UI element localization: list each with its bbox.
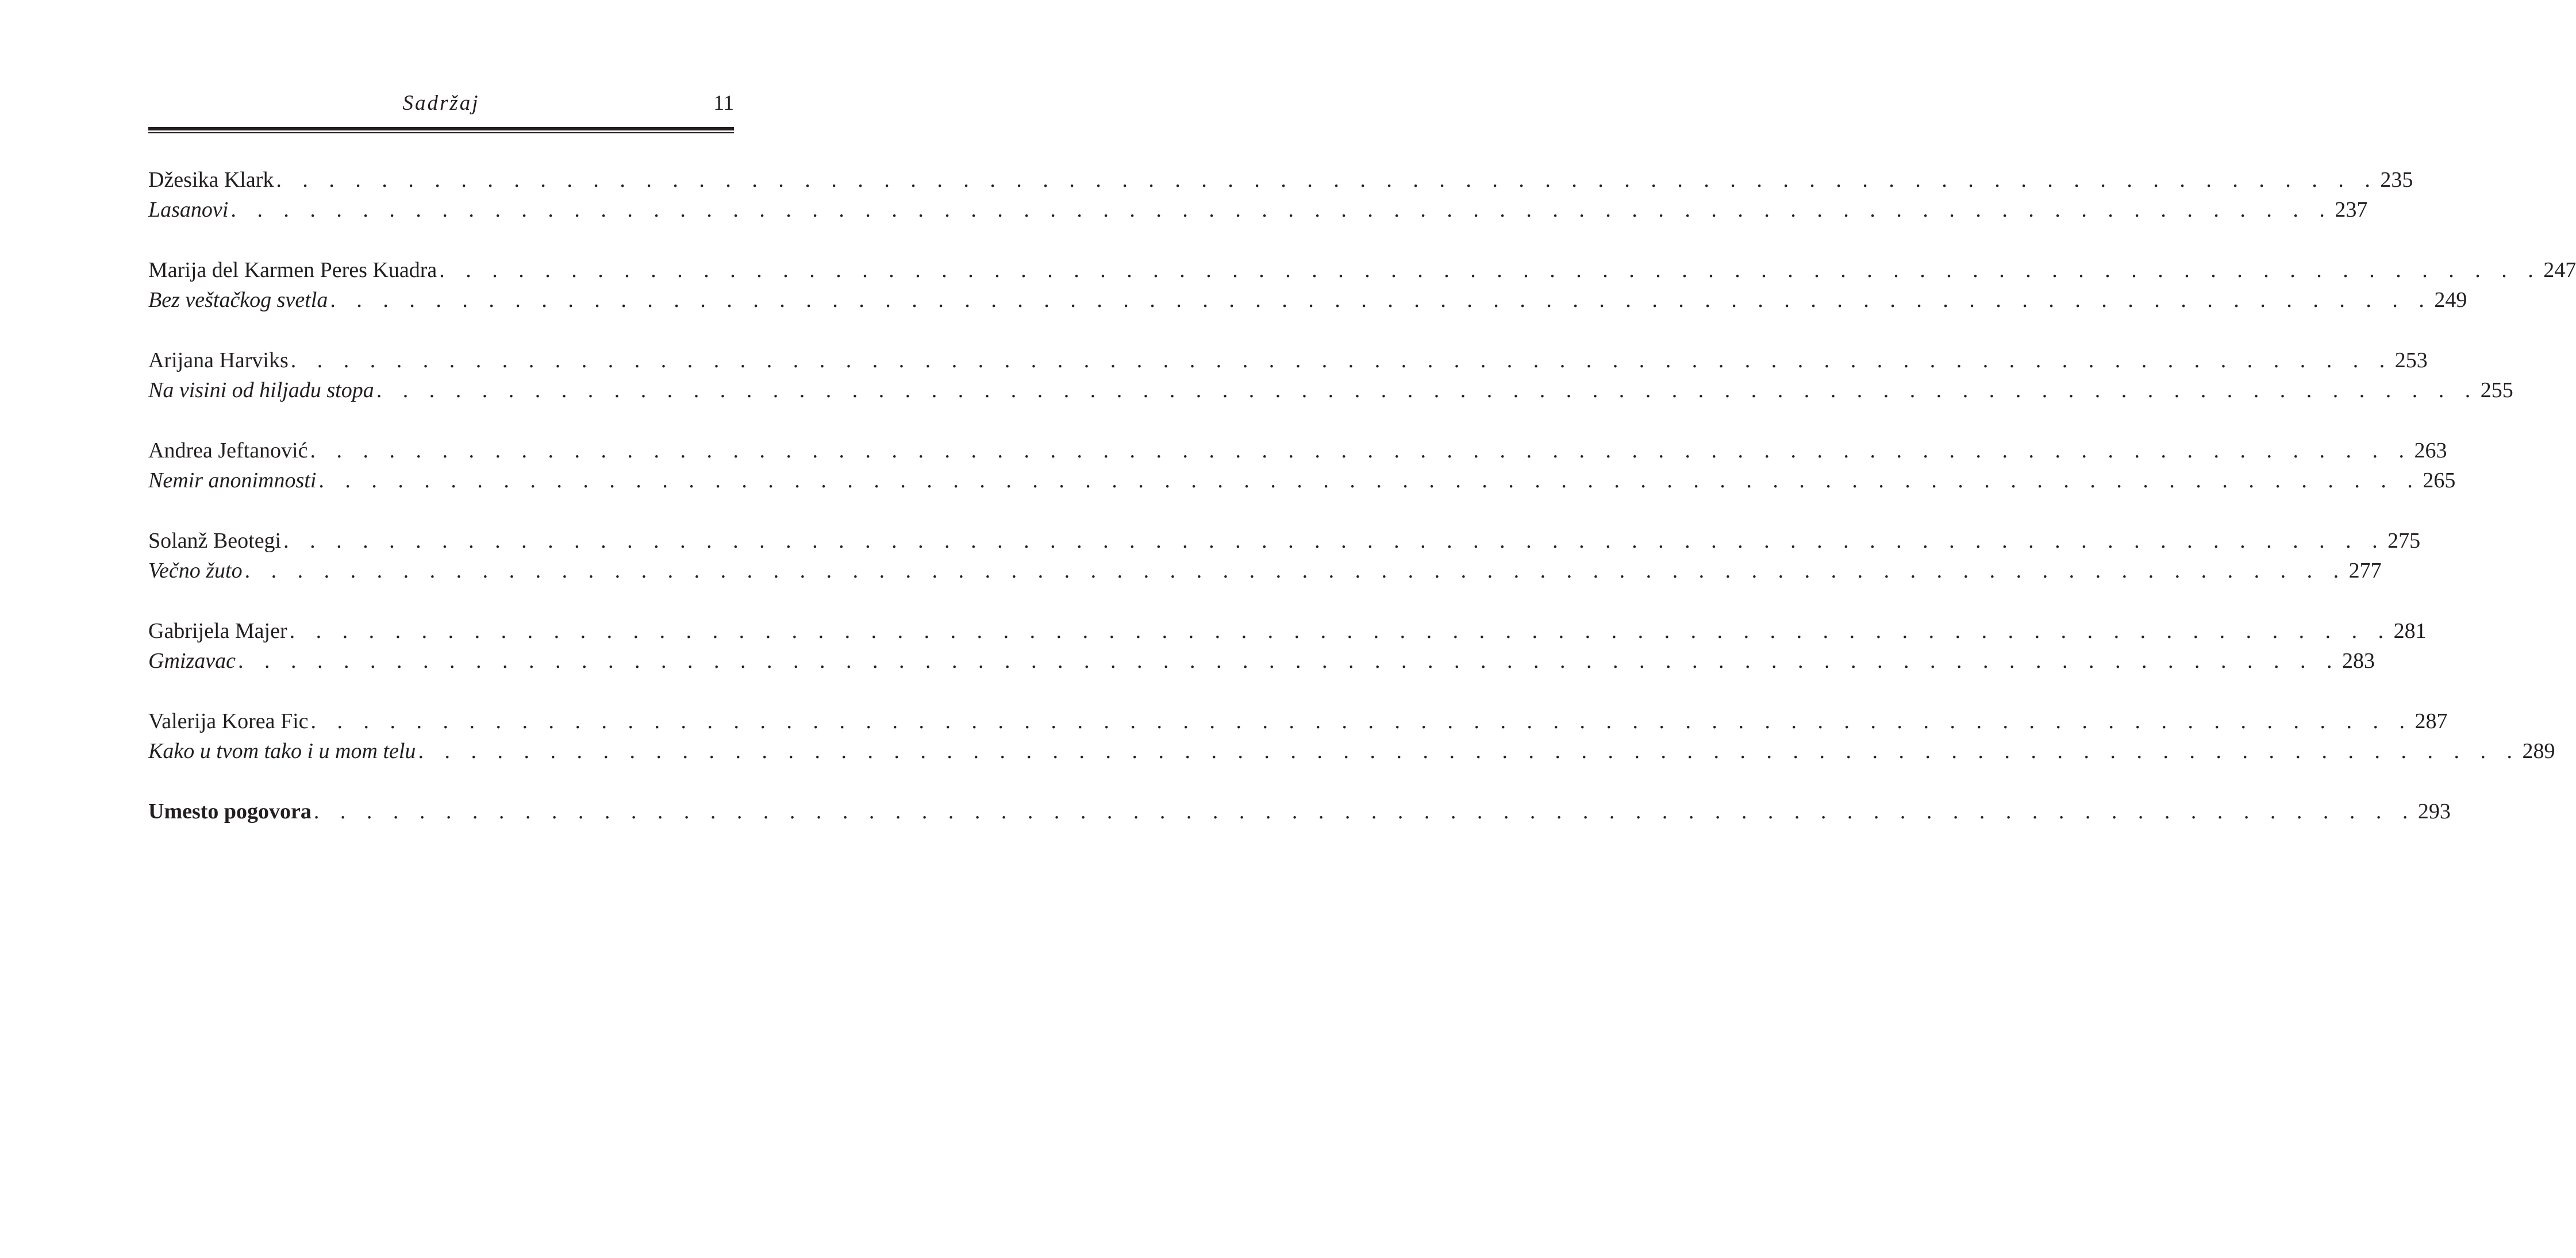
toc-group — [148, 255, 2576, 315]
toc-afterword-entry-page: 293 — [2417, 799, 2451, 824]
toc-group — [148, 165, 2413, 225]
dot-leader: . . . . . . . . . . . . . . . . . . . . . . . . . . . . . . . . . . . . . . . . . . . . . . . . . . . . . . . . . . . . . . . . . . . . . . . . . . . . . . . . — [237, 649, 2340, 673]
toc-afterword-entry[interactable] — [148, 797, 2451, 826]
toc-title-entry-page: 265 — [2423, 468, 2456, 493]
dot-leader: . . . . . . . . . . . . . . . . . . . . . . . . . . . . . . . . . . . . . . . . . . . . . . . . . . . . . . . . . . . . . . . . . . . . . . . . . . . . . . . . — [289, 619, 2392, 643]
dot-leader: . . . . . . . . . . . . . . . . . . . . . . . . . . . . . . . . . . . . . . . . . . . . . . . . . . . . . . . . . . . . . . . . . . . . . . . . . . . . . . . . — [313, 799, 2416, 824]
header-rule-thick — [148, 127, 734, 130]
toc-afterword-entry-label: Umesto pogovora — [148, 799, 312, 824]
toc-author-entry[interactable] — [148, 616, 2427, 646]
toc-group — [148, 526, 2421, 586]
toc-author-entry[interactable] — [148, 165, 2413, 195]
toc-title-entry[interactable] — [148, 556, 2382, 586]
toc-title-entry-page: 277 — [2348, 559, 2382, 583]
header-rule-thin — [148, 132, 734, 133]
dot-leader: . . . . . . . . . . . . . . . . . . . . . . . . . . . . . . . . . . . . . . . . . . . . . . . . . . . . . . . . . . . . . . . . . . . . . . . . . . . . . . . . — [230, 198, 2333, 222]
toc-author-entry-label: Valerija Korea Fic — [148, 709, 309, 733]
toc-author-entry-label: Andrea Jeftanović — [148, 438, 308, 463]
toc-title-entry-page: 283 — [2342, 649, 2375, 673]
toc-group — [148, 436, 2456, 495]
toc-author-entry-page: 281 — [2393, 619, 2427, 643]
toc-author-entry-page: 247 — [2543, 258, 2576, 282]
toc-title-entry-page: 237 — [2335, 198, 2368, 222]
toc-title-entry-page: 249 — [2434, 288, 2467, 312]
toc-title-entry[interactable] — [148, 466, 2456, 495]
toc-author-entry-page: 235 — [2380, 168, 2413, 192]
toc-author-entry[interactable] — [148, 526, 2421, 556]
toc-group-afterword — [148, 797, 2451, 826]
table-of-contents — [148, 165, 2576, 857]
toc-author-entry[interactable] — [148, 345, 2428, 375]
dot-leader: . . . . . . . . . . . . . . . . . . . . . . . . . . . . . . . . . . . . . . . . . . . . . . . . . . . . . . . . . . . . . . . . . . . . . . . . . . . . . . . . — [290, 348, 2393, 372]
toc-title-entry-label: Večno žuto — [148, 559, 243, 583]
toc-title-entry-label: Na visini od hiljadu stopa — [148, 378, 374, 402]
toc-author-entry[interactable] — [148, 706, 2448, 736]
toc-title-entry-page: 289 — [2522, 739, 2555, 763]
toc-group — [148, 706, 2555, 766]
running-title: Sadržaj — [402, 91, 480, 115]
toc-group — [148, 616, 2427, 676]
toc-title-entry-label: Bez veštačkog svetla — [148, 288, 328, 312]
toc-title-entry-label: Gmizavac — [148, 649, 236, 673]
toc-author-entry-page: 253 — [2394, 348, 2428, 372]
toc-author-entry-page: 287 — [2414, 709, 2448, 733]
dot-leader: . . . . . . . . . . . . . . . . . . . . . . . . . . . . . . . . . . . . . . . . . . . . . . . . . . . . . . . . . . . . . . . . . . . . . . . . . . . . . . . . — [244, 559, 2347, 583]
toc-title-entry-page: 255 — [2480, 378, 2513, 402]
dot-leader: . . . . . . . . . . . . . . . . . . . . . . . . . . . . . . . . . . . . . . . . . . . . . . . . . . . . . . . . . . . . . . . . . . . . . . . . . . . . . . . . — [310, 438, 2412, 463]
toc-title-entry[interactable] — [148, 375, 2513, 405]
toc-author-entry-label: Arijana Harviks — [148, 348, 289, 372]
dot-leader: . . . . . . . . . . . . . . . . . . . . . . . . . . . . . . . . . . . . . . . . . . . . . . . . . . . . . . . . . . . . . . . . . . . . . . . . . . . . . . . . — [376, 378, 2478, 402]
toc-title-entry-label: Kako u tvom tako i u mom telu — [148, 739, 416, 763]
toc-author-entry-page: 275 — [2387, 529, 2421, 553]
dot-leader: . . . . . . . . . . . . . . . . . . . . . . . . . . . . . . . . . . . . . . . . . . . . . . . . . . . . . . . . . . . . . . . . . . . . . . . . . . . . . . . . — [418, 739, 2520, 763]
dot-leader: . . . . . . . . . . . . . . . . . . . . . . . . . . . . . . . . . . . . . . . . . . . . . . . . . . . . . . . . . . . . . . . . . . . . . . . . . . . . . . . . — [330, 288, 2432, 312]
toc-author-entry[interactable] — [148, 436, 2447, 466]
toc-group — [148, 345, 2513, 405]
running-header — [148, 91, 734, 120]
toc-title-entry[interactable] — [148, 285, 2467, 315]
toc-author-entry-label: Džesika Klark — [148, 168, 274, 192]
toc-author-entry-label: Marija del Karmen Peres Kuadra — [148, 258, 437, 282]
toc-title-entry[interactable] — [148, 736, 2555, 766]
toc-title-entry-label: Nemir anonimnosti — [148, 468, 317, 493]
toc-author-entry-label: Solanž Beotegi — [148, 529, 282, 553]
dot-leader: . . . . . . . . . . . . . . . . . . . . . . . . . . . . . . . . . . . . . . . . . . . . . . . . . . . . . . . . . . . . . . . . . . . . . . . . . . . . . . . . — [283, 529, 2386, 553]
toc-title-entry[interactable] — [148, 646, 2375, 676]
toc-author-entry-label: Gabrijela Majer — [148, 619, 287, 643]
toc-title-entry-label: Lasanovi — [148, 198, 229, 222]
toc-author-entry-page: 263 — [2414, 438, 2447, 463]
dot-leader: . . . . . . . . . . . . . . . . . . . . . . . . . . . . . . . . . . . . . . . . . . . . . . . . . . . . . . . . . . . . . . . . . . . . . . . . . . . . . . . . — [318, 468, 2421, 493]
toc-title-entry[interactable] — [148, 195, 2368, 225]
dot-leader: . . . . . . . . . . . . . . . . . . . . . . . . . . . . . . . . . . . . . . . . . . . . . . . . . . . . . . . . . . . . . . . . . . . . . . . . . . . . . . . . — [310, 709, 2413, 733]
toc-author-entry[interactable] — [148, 255, 2576, 285]
dot-leader: . . . . . . . . . . . . . . . . . . . . . . . . . . . . . . . . . . . . . . . . . . . . . . . . . . . . . . . . . . . . . . . . . . . . . . . . . . . . . . . . — [439, 258, 2542, 282]
dot-leader: . . . . . . . . . . . . . . . . . . . . . . . . . . . . . . . . . . . . . . . . . . . . . . . . . . . . . . . . . . . . . . . . . . . . . . . . . . . . . . . . — [276, 168, 2378, 192]
page-number: 11 — [713, 91, 734, 115]
